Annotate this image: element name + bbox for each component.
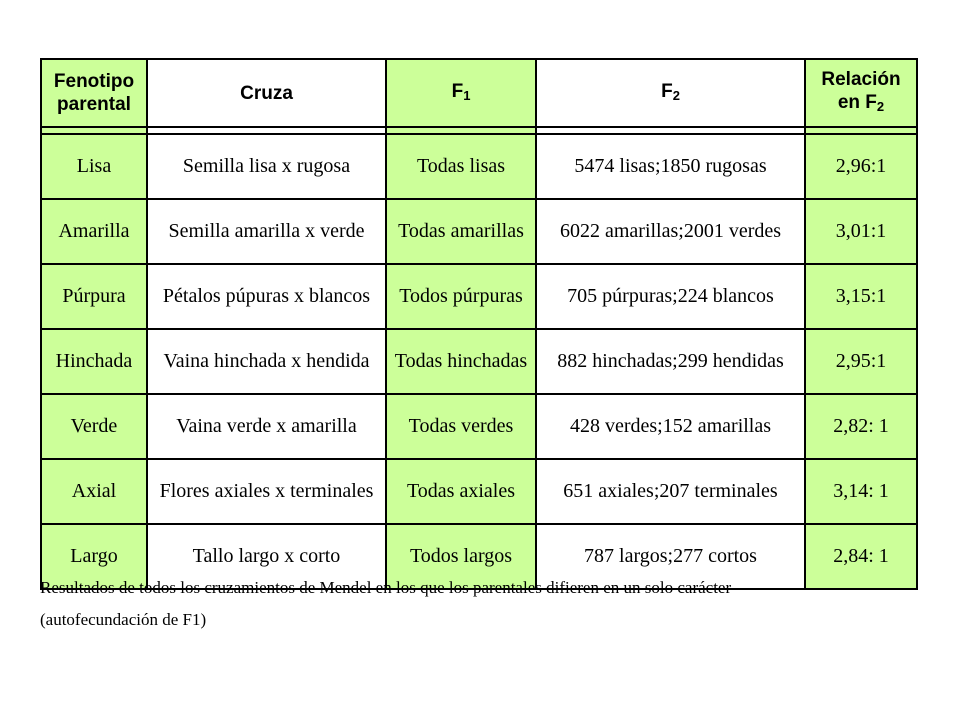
header-f2-base: F [661,80,673,102]
cell-f1: Todas verdes [386,394,536,459]
caption-line2: (autofecundación de F1) [40,610,207,629]
cell-fenotipo: Verde [41,394,147,459]
cell-f2: 5474 lisas;1850 rugosas [536,134,805,199]
table-row [41,459,917,524]
cell-fenotipo: Largo [41,524,147,589]
header-fenotipo-line2: parental [57,94,131,115]
spacer-cell [805,127,917,134]
cell-relacion: 3,15:1 [805,264,917,329]
cell-cruza: Tallo largo x corto [147,524,386,589]
cell-f2: 6022 amarillas;2001 verdes [536,199,805,264]
cell-f2: 428 verdes;152 amarillas [536,394,805,459]
cell-cruza: Semilla amarilla x verde [147,199,386,264]
cell-relacion: 3,14: 1 [805,459,917,524]
header-fenotipo-line1: Fenotipo [53,71,135,92]
cell-relacion: 3,01:1 [805,199,917,264]
cell-cruza: Vaina verde x amarilla [147,394,386,459]
caption-line1: Resultados de todos los cruzamientos de Mendel en los que los parentales difieren en un solo carácter [40,578,732,597]
table-row [41,134,917,199]
header-f2 [536,59,805,127]
cell-f2: 705 púrpuras;224 blancos [536,264,805,329]
header-f1-base: F [451,80,464,102]
cell-f2: 651 axiales;207 terminales [536,459,805,524]
spacer-row [41,127,917,134]
header-row [41,59,917,127]
mendel-results-table [40,58,918,590]
header-cruza: Cruza [147,59,386,127]
cell-cruza: Vaina hinchada x hendida [147,329,386,394]
header-f1 [386,59,536,127]
header-f2-sub: 2 [672,87,680,103]
cell-cruza: Semilla lisa x rugosa [147,134,386,199]
table-row [41,199,917,264]
spacer-cell [147,127,386,134]
cell-fenotipo: Amarilla [41,199,147,264]
cell-relacion: 2,95:1 [805,329,917,394]
cell-fenotipo: Lisa [41,134,147,199]
cell-f2: 787 largos;277 cortos [536,524,805,589]
table-row [41,329,917,394]
header-relacion-f2 [805,59,917,127]
spacer-cell [536,127,805,134]
cell-f1: Todas amarillas [386,199,536,264]
spacer-cell [386,127,536,134]
cell-f1: Todas hinchadas [386,329,536,394]
header-f1-sub: 1 [463,87,471,103]
header-relacion-line2-base: en F [837,92,877,113]
cell-fenotipo: Púrpura [41,264,147,329]
table-row [41,264,917,329]
cell-f1: Todos púrpuras [386,264,536,329]
table-row [41,394,917,459]
cell-relacion: 2,96:1 [805,134,917,199]
spacer-cell [41,127,147,134]
cell-fenotipo: Axial [41,459,147,524]
header-relacion-line2-sub: 2 [876,99,885,114]
cell-f1: Todas lisas [386,134,536,199]
cell-cruza: Pétalos púpuras x blancos [147,264,386,329]
cell-fenotipo: Hinchada [41,329,147,394]
cell-relacion: 2,82: 1 [805,394,917,459]
cell-f2: 882 hinchadas;299 hendidas [536,329,805,394]
cell-cruza: Flores axiales x terminales [147,459,386,524]
cell-relacion: 2,84: 1 [805,524,917,589]
cell-f1: Todos largos [386,524,536,589]
header-fenotipo-parental [41,59,147,127]
table-caption [40,572,940,636]
cell-f1: Todas axiales [386,459,536,524]
header-relacion-line1: Relación [821,69,901,90]
